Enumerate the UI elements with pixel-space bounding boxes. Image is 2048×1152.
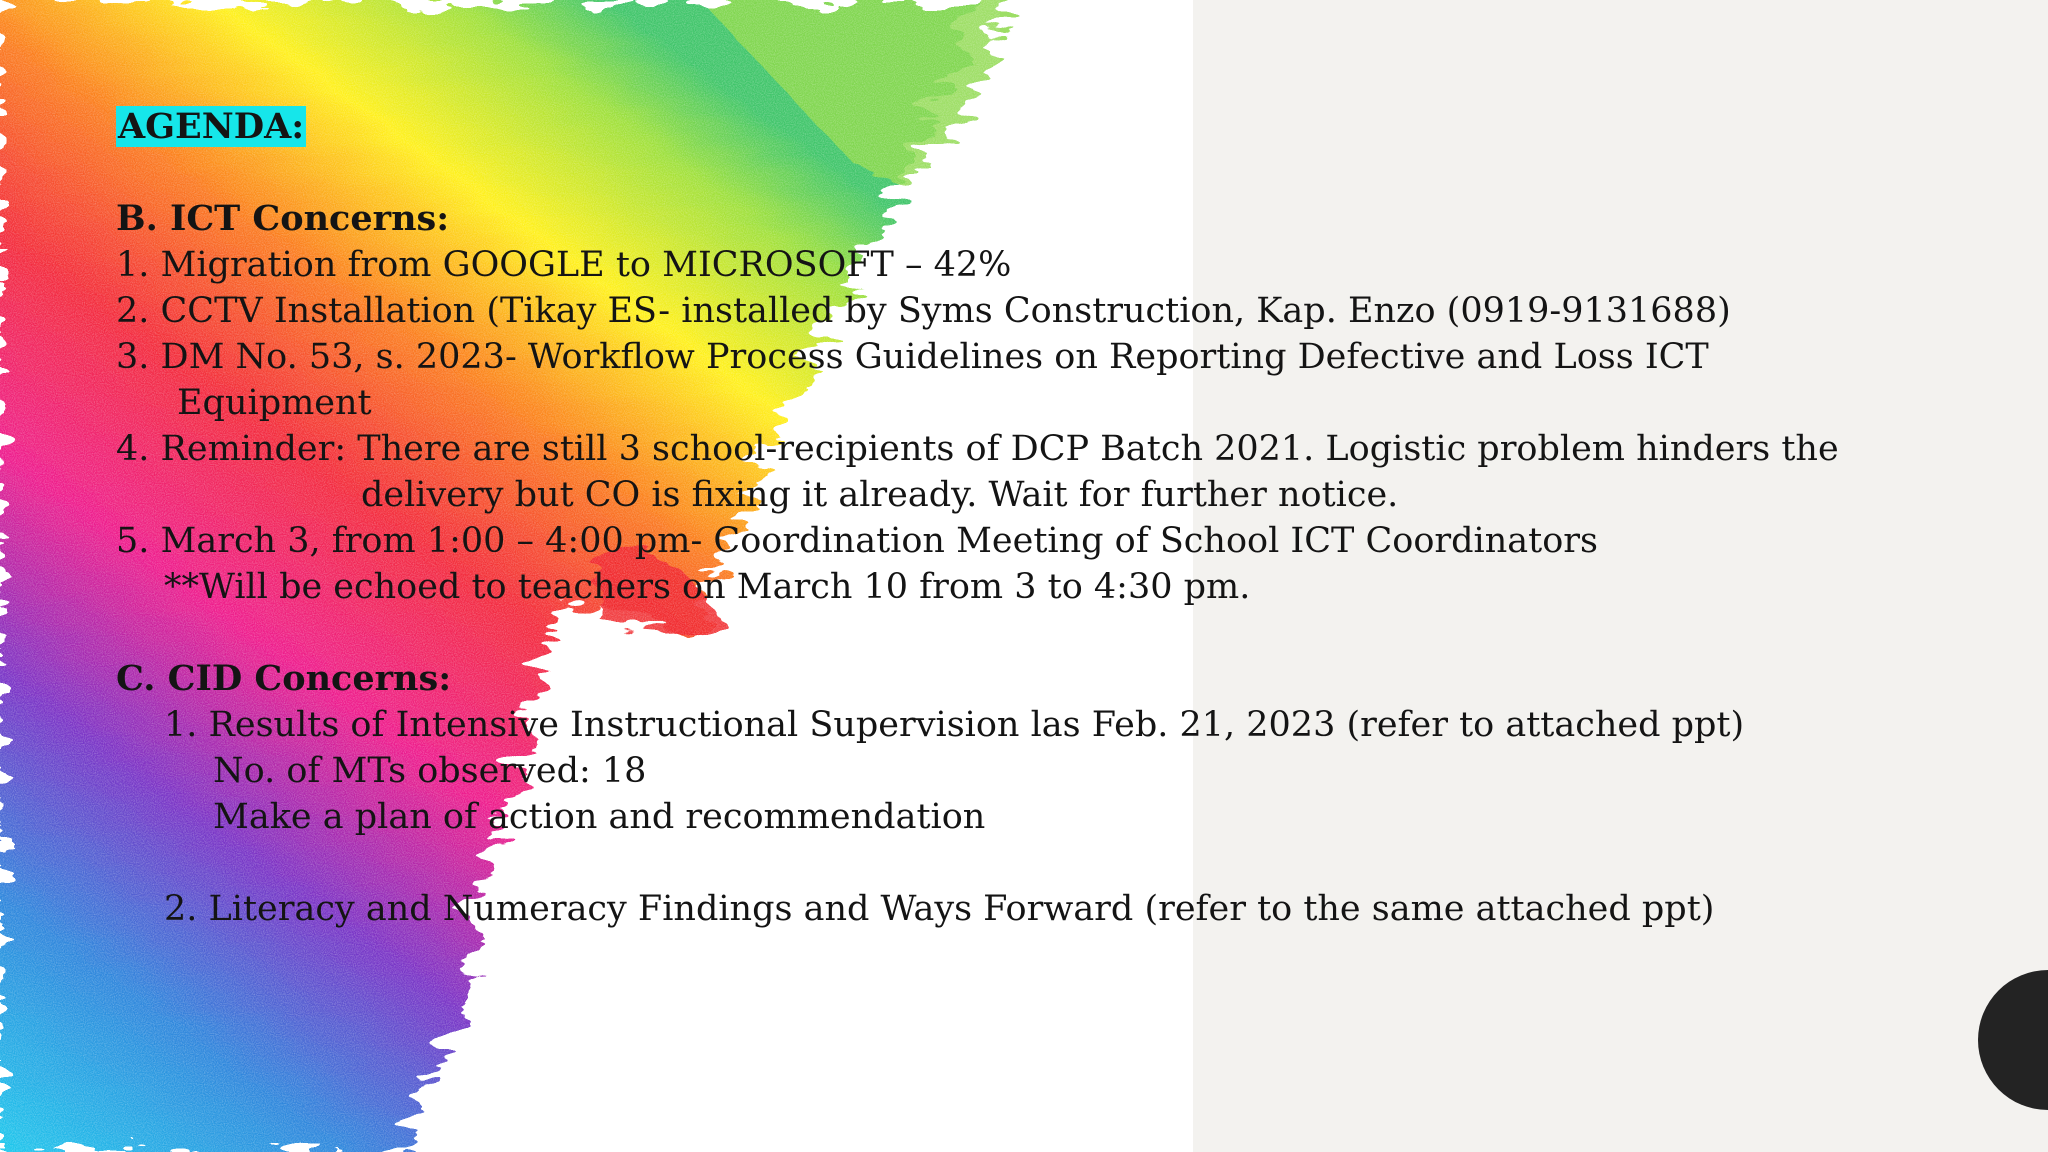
ict-item-5: 5. March 3, from 1:00 – 4:00 pm- Coordination Meeting of School ICT Coordinators: [116, 521, 1598, 561]
section-title-cid: C. CID Concerns:: [116, 658, 452, 699]
cid-item-1: 1. Results of Intensive Instructional Supervision las Feb. 21, 2023 (refer to attached ppt): [164, 705, 1745, 745]
section-title-ict: B. ICT Concerns:: [116, 198, 450, 239]
agenda-heading-label: AGENDA:: [118, 106, 305, 147]
ict-item-4: 4. Reminder: There are still 3 school-recipients of DCP Batch 2021. Logistic problem hinders the: [116, 429, 1839, 469]
ict-item-5-note: **Will be echoed to teachers on March 10 from 3 to 4:30 pm.: [164, 567, 1251, 607]
cid-item-1-observed: No. of MTs observed: 18: [213, 751, 647, 791]
ict-item-2: 2. CCTV Installation (Tikay ES- installed by Syms Construction, Kap. Enzo (0919-9131688): [116, 291, 1731, 331]
ict-item-3-continued: Equipment: [177, 383, 372, 423]
agenda-heading: [116, 104, 306, 150]
ict-item-3: 3. DM No. 53, s. 2023- Workflow Process Guidelines on Reporting Defective and Loss ICT: [116, 337, 1709, 377]
cid-item-2: 2. Literacy and Numeracy Findings and Ways Forward (refer to the same attached ppt): [164, 889, 1715, 929]
ict-item-1: 1. Migration from GOOGLE to MICROSOFT – 42%: [116, 245, 1012, 285]
ict-item-4-continued: delivery but CO is fixing it already. Wait for further notice.: [361, 475, 1399, 515]
cid-item-1-action: Make a plan of action and recommendation: [213, 797, 986, 837]
